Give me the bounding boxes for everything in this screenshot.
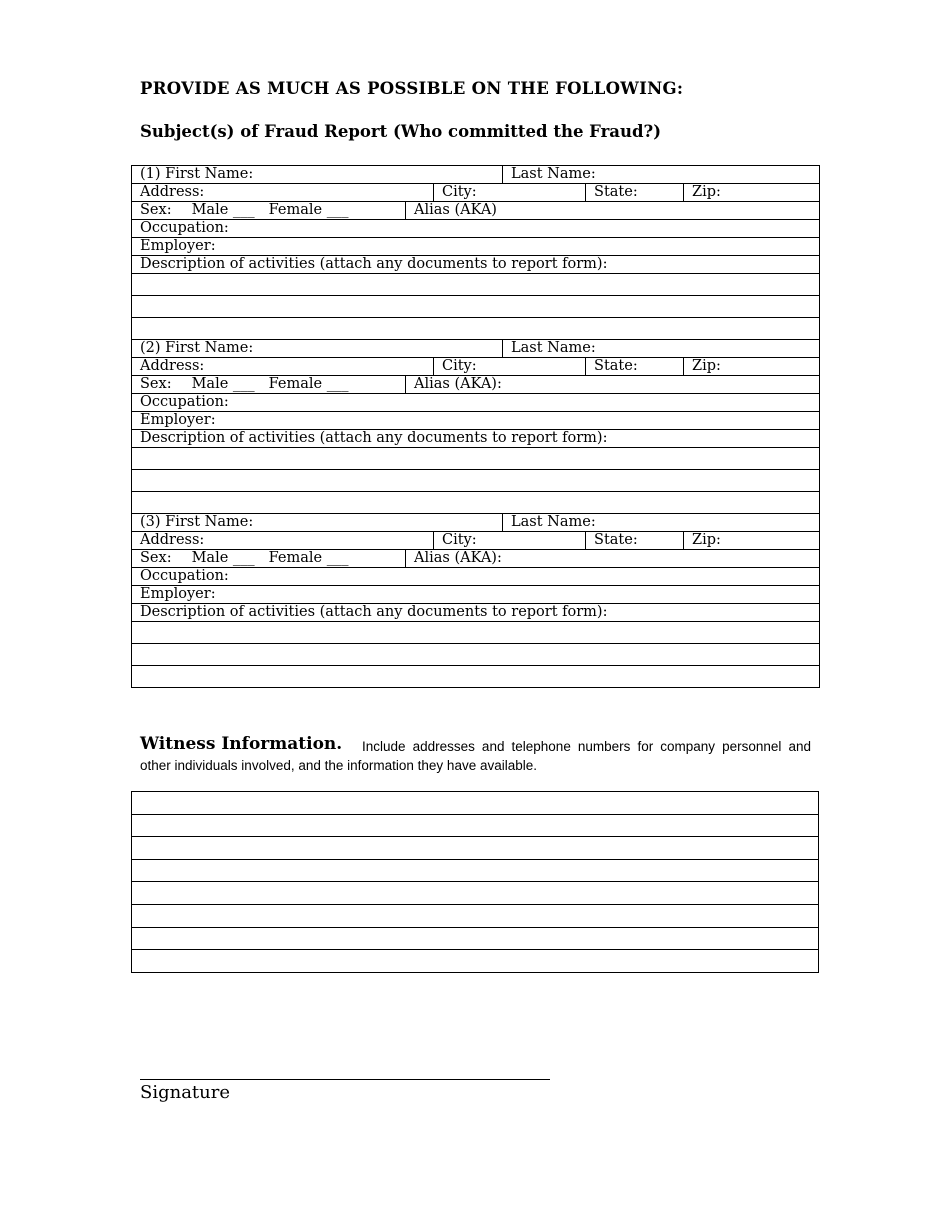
subject-2-description-line[interactable] (132, 448, 820, 470)
subject-3-city-field[interactable]: City: (434, 532, 586, 550)
signature-line[interactable] (140, 1079, 550, 1080)
subject-3-last-name-field[interactable]: Last Name: (503, 514, 820, 532)
subject-1-last-name-field[interactable]: Last Name: (503, 166, 820, 184)
witness-line[interactable] (132, 904, 819, 927)
subject-3-name-row (132, 514, 820, 532)
subject-1-address-row (132, 184, 820, 202)
subject-3-description-line[interactable] (132, 622, 820, 644)
subject-2-description-line[interactable] (132, 470, 820, 492)
subject-3-description-label: Description of activities (attach any documents to report form): (132, 604, 820, 622)
witness-line[interactable] (132, 859, 819, 882)
subject-1-description-line[interactable] (132, 318, 820, 340)
subject-1-employer-field[interactable]: Employer: (132, 238, 820, 256)
sex-label: Sex: (140, 202, 172, 218)
subject-table (131, 165, 820, 688)
subject-1-address-field[interactable]: Address: (132, 184, 434, 202)
subject-1-sex-row (132, 202, 820, 220)
subject-3-alias-field[interactable]: Alias (AKA): (406, 550, 820, 568)
female-option[interactable]: Female ___ (268, 550, 349, 566)
subject-2-sex-field[interactable] (132, 376, 406, 394)
subject-2-occupation-field[interactable]: Occupation: (132, 394, 820, 412)
subject-1-zip-field[interactable]: Zip: (684, 184, 820, 202)
subject-2-city-field[interactable]: City: (434, 358, 586, 376)
subject-3-address-field[interactable]: Address: (132, 532, 434, 550)
page-heading: PROVIDE AS MUCH AS POSSIBLE ON THE FOLLOWING: (140, 79, 684, 98)
subject-1-description-label: Description of activities (attach any documents to report form): (132, 256, 820, 274)
witness-instructions-text: Include addresses and telephone numbers for company personnel and other individuals involved, and the information they have available. (140, 739, 811, 773)
subject-3-address-row (132, 532, 820, 550)
subject-2-zip-field[interactable]: Zip: (684, 358, 820, 376)
witness-line[interactable] (132, 814, 819, 837)
subject-1-description-line[interactable] (132, 296, 820, 318)
subject-2-employer-field[interactable]: Employer: (132, 412, 820, 430)
subject-3-first-name-field[interactable]: (3) First Name: (132, 514, 503, 532)
subject-3-description-line[interactable] (132, 666, 820, 688)
subject-3-state-field[interactable]: State: (586, 532, 684, 550)
subject-1-first-name-field[interactable]: (1) First Name: (132, 166, 503, 184)
subject-3-sex-row (132, 550, 820, 568)
male-option[interactable]: Male ___ (191, 202, 255, 218)
subject-1-city-field[interactable]: City: (434, 184, 586, 202)
subject-2-description-label: Description of activities (attach any documents to report form): (132, 430, 820, 448)
witness-line[interactable] (132, 927, 819, 950)
witness-table (131, 791, 819, 973)
subject-2-description-line[interactable] (132, 492, 820, 514)
subject-2-last-name-field[interactable]: Last Name: (503, 340, 820, 358)
witness-line[interactable] (132, 837, 819, 860)
witness-line[interactable] (132, 792, 819, 815)
subject-2-state-field[interactable]: State: (586, 358, 684, 376)
subject-2-address-field[interactable]: Address: (132, 358, 434, 376)
witness-line[interactable] (132, 882, 819, 905)
female-option[interactable]: Female ___ (268, 376, 349, 392)
subject-3-zip-field[interactable]: Zip: (684, 532, 820, 550)
subject-3-occupation-field[interactable]: Occupation: (132, 568, 820, 586)
witness-instructions (140, 737, 811, 775)
section-title-subjects: Subject(s) of Fraud Report (Who committed the Fraud?) (140, 122, 661, 141)
witness-section-title: Witness Information. (140, 734, 343, 754)
subject-2-sex-row (132, 376, 820, 394)
subject-3-employer-field[interactable]: Employer: (132, 586, 820, 604)
female-option[interactable]: Female ___ (268, 202, 349, 218)
subject-1-sex-field[interactable] (132, 202, 406, 220)
sex-label: Sex: (140, 550, 172, 566)
subject-1-description-line[interactable] (132, 274, 820, 296)
subject-2-name-row (132, 340, 820, 358)
sex-label: Sex: (140, 376, 172, 392)
subject-2-address-row (132, 358, 820, 376)
subject-1-state-field[interactable]: State: (586, 184, 684, 202)
witness-line[interactable] (132, 950, 819, 973)
subject-1-alias-field[interactable]: Alias (AKA) (406, 202, 820, 220)
male-option[interactable]: Male ___ (191, 376, 255, 392)
subject-1-occupation-field[interactable]: Occupation: (132, 220, 820, 238)
male-option[interactable]: Male ___ (191, 550, 255, 566)
subject-1-name-row (132, 166, 820, 184)
subject-2-alias-field[interactable]: Alias (AKA): (406, 376, 820, 394)
subject-3-description-line[interactable] (132, 644, 820, 666)
subject-3-sex-field[interactable] (132, 550, 406, 568)
signature-label: Signature (140, 1082, 231, 1103)
subject-2-first-name-field[interactable]: (2) First Name: (132, 340, 503, 358)
